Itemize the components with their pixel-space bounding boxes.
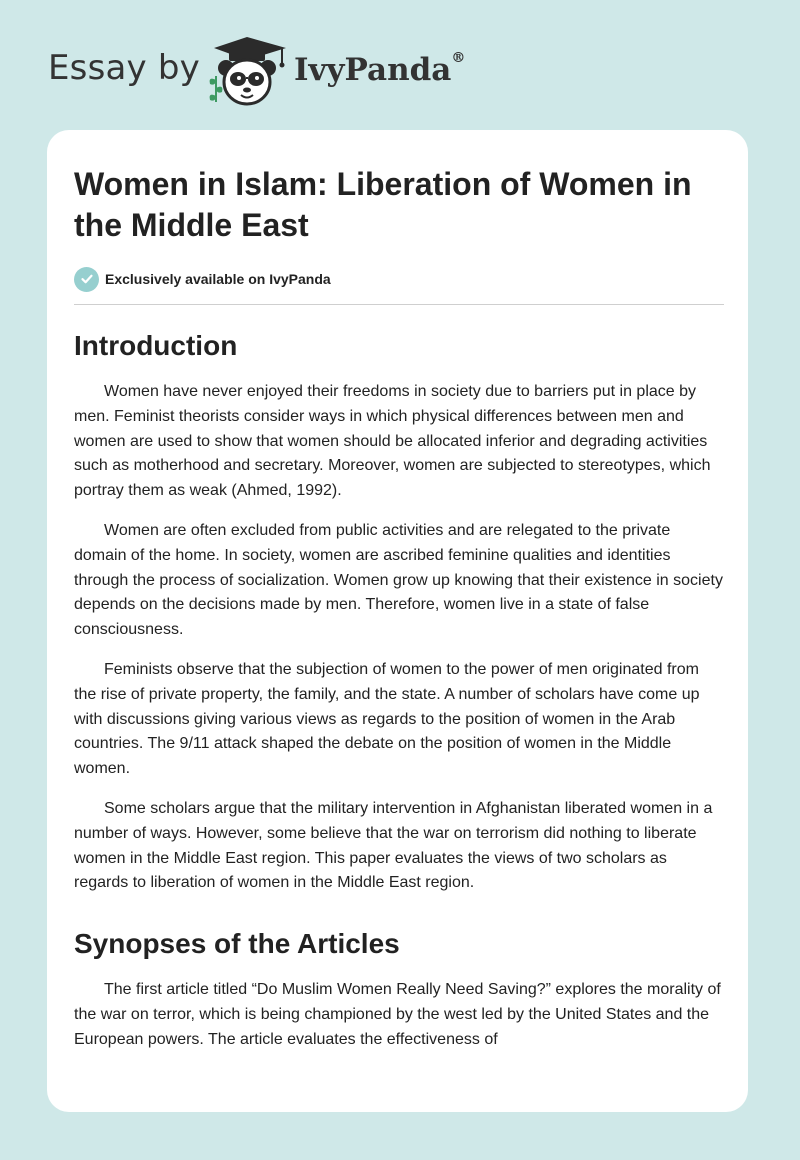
paragraph: Women are often excluded from public activities and are relegated to the private domain of the home. In society, women are ascribed feminine qualities and identities through the process of socialization. Women grow up knowing that their existence in society depends on the decisions made by men. Therefore, women live in a state of false consciousness. — [74, 521, 723, 639]
exclusive-notice — [74, 266, 724, 292]
brand-name-text: IvyPanda — [294, 52, 452, 88]
synopses-body — [74, 978, 724, 1052]
section-heading-synopses: Synopses of the Articles — [74, 928, 400, 960]
ivypanda-logo-icon[interactable] — [202, 34, 292, 110]
paragraph: Some scholars argue that the military intervention in Afghanistan liberated women in a number of ways. However, some believe that the war on terrorism did nothing to liberate women in the Middle East region. This paper evaluates the views of two scholars as regards to liberation of women in the Middle East region. — [74, 799, 713, 892]
essay-content — [74, 164, 724, 1068]
introduction-body — [74, 380, 724, 896]
essay-card — [47, 130, 748, 1112]
paragraph: Feminists observe that the subjection of women to the power of men originated from the rise of private property, the family, and the state. A number of scholars have come up with discussions giving various views as regards to the position of women in the Arab countries. The 9/11 attack shaped the debate on the position of women in the Middle women. — [74, 660, 700, 778]
brand-prefix: Essay by — [48, 48, 200, 88]
brand-name — [294, 52, 465, 88]
paragraph: Women have never enjoyed their freedoms in society due to barriers put in place by men. Feminist theorists consider ways in which physical differences between men and women are used to show that women should be allocated inferior and degrading activities such as motherhood and secretary. Moreover, women are subjected to stereotypes, which portray them as weak (Ahmed, 1992). — [74, 383, 711, 500]
site-header — [48, 34, 468, 114]
paragraph: The first article titled “Do Muslim Women Really Need Saving?” explores the morality of the war on terror, which is being championed by the west led by the United States and the European powers. The article evaluates the effectiveness of — [74, 981, 721, 1048]
registered-mark: ® — [451, 50, 466, 66]
essay-title: Women in Islam: Liberation of Women in the Middle East — [74, 166, 692, 243]
check-icon — [74, 267, 99, 292]
title-divider — [74, 304, 724, 305]
exclusive-label: Exclusively available on IvyPanda — [105, 271, 331, 287]
section-heading-introduction: Introduction — [74, 330, 238, 361]
